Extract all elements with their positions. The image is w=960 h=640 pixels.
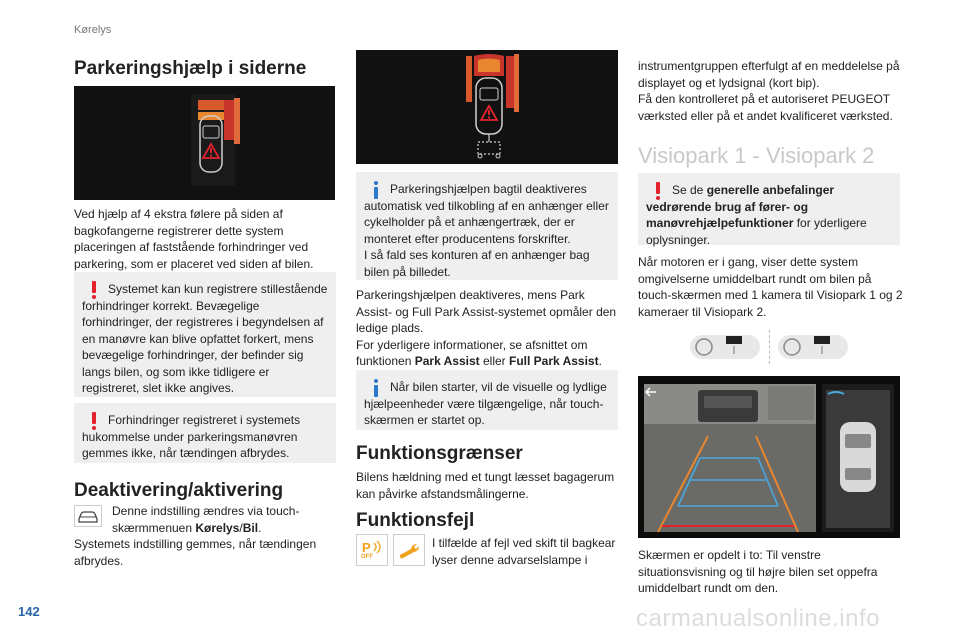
- info-text: Når bilen starter, vil de visuelle og lydlige hjælpeenheder være tilgængelige, når touch-skærmen er startet op.: [364, 380, 607, 427]
- info-box-startup: [356, 370, 618, 430]
- park-assist-paragraph: Parkeringshjælpen deaktiveres, mens Park Assist- og Full Park Assist-systemet opmåler den ledige plads. For yderligere informationer, se afsnittet om funktionen Park Assist eller Full Park Assist.: [356, 288, 617, 368]
- park-sensor-off-lamp-icon: [356, 534, 388, 566]
- warning-icon: [90, 281, 98, 299]
- visiopark-paragraph: Når motoren er i gang, viser dette system omgivelserne umiddelbart rundt om bilen på touch-skærmen med 1 kamera til Visiopark 1 og 2 kameraer til Visiopark 2.: [638, 255, 903, 319]
- off-label: OFF: [361, 554, 373, 560]
- info-icon: [372, 379, 380, 397]
- info-box-trailer: [356, 172, 618, 280]
- divider: [769, 330, 770, 364]
- section-title-limits: Funktionsgrænser: [356, 443, 523, 464]
- rear-camera-icon: [688, 332, 762, 362]
- screen-caption: Skærmen er opdelt i to: Til venstre situationsvisning og til højre bilen set oppefra umiddelbart rundt om den.: [638, 548, 878, 595]
- front-rear-camera-icon: [776, 332, 850, 362]
- warning-text: Se de generelle anbefalinger vedrørende brug af fører- og manøvrehjælpefunktioner for yderligere oplysninger.: [646, 183, 867, 247]
- info-icon: [372, 181, 380, 199]
- intro-paragraph: Ved hjælp af 4 ekstra følere på siden af bagkofangerne registrerer dette system placeringen af faststående forhindringer ved parkering, som er placeret ved siden af bilen.: [74, 207, 314, 271]
- info-text: Parkeringshjælpen bagtil deaktiveres automatisk ved tilkobling af en anhænger eller cykelholder på et anhængertræk, der er monteret efter producentens forskrifter. I så fald ses konturen af en anhænger bag bilen på billedet.: [364, 182, 609, 279]
- svg-text:P: P: [362, 540, 371, 555]
- car-menu-icon: [74, 505, 102, 527]
- deactivation-memory-text: Systemets indstilling gemmes, når tændingen afbrydes.: [74, 537, 317, 568]
- section-title-side-parking: Parkeringshjælp i siderne: [74, 58, 307, 79]
- running-header: Kørelys: [74, 24, 112, 36]
- warning-icon: [654, 182, 662, 200]
- side-sensor-illustration: [74, 86, 335, 200]
- limits-paragraph: Bilens hældning med et tungt læsset bagagerum kan påvirke afstandsmålingerne.: [356, 470, 615, 501]
- warning-box-moving-obstacles: [74, 272, 336, 397]
- section-title-deactivation: Deaktivering/aktivering: [74, 480, 284, 501]
- warning-icon: [90, 412, 98, 430]
- section-title-faults: Funktionsfejl: [356, 510, 475, 531]
- fault-paragraph: I tilfælde af fejl ved skift til bagkear lyser denne advarselslampe i: [432, 536, 616, 567]
- section-title-visiopark: Visiopark 1 - Visiopark 2: [638, 143, 875, 168]
- trailer-detection-illustration: [356, 50, 618, 164]
- fault-continued-paragraph: instrumentgruppen efterfulgt af en meddelelse på displayet og et lydsignal (kort bip). Få den kontrolleret på et autoriseret PEUGEOT værksted eller på et andet kvalificeret værksted.: [638, 59, 900, 123]
- watermark: carmanualsonline.info: [636, 605, 880, 632]
- warning-box-general-recommendations: [638, 173, 900, 245]
- visiopark-screen-image: [638, 376, 900, 538]
- warning-box-memory: [74, 403, 336, 463]
- warning-text: Systemet kan kun registrere stillestående forhindringer korrekt. Bevægelige forhindringer, der registreres i begyndelsen af en manøvre kan blive opfattet forkert, mens bevægelige forhindringer, der befinder sig langs bilen, og som ikke tidligere er registreret, slet ikke angives.: [82, 282, 328, 395]
- wrench-lamp-icon: [393, 534, 425, 566]
- warning-text: Forhindringer registreret i systemets hukommelse under parkeringsmanøvren gemmes ikke, når tændingen afbrydes.: [82, 413, 301, 460]
- page-number: 142: [18, 604, 40, 619]
- deactivation-text: Denne indstilling ændres via touch-skærmmenuen Kørelys/Bil.: [112, 504, 300, 535]
